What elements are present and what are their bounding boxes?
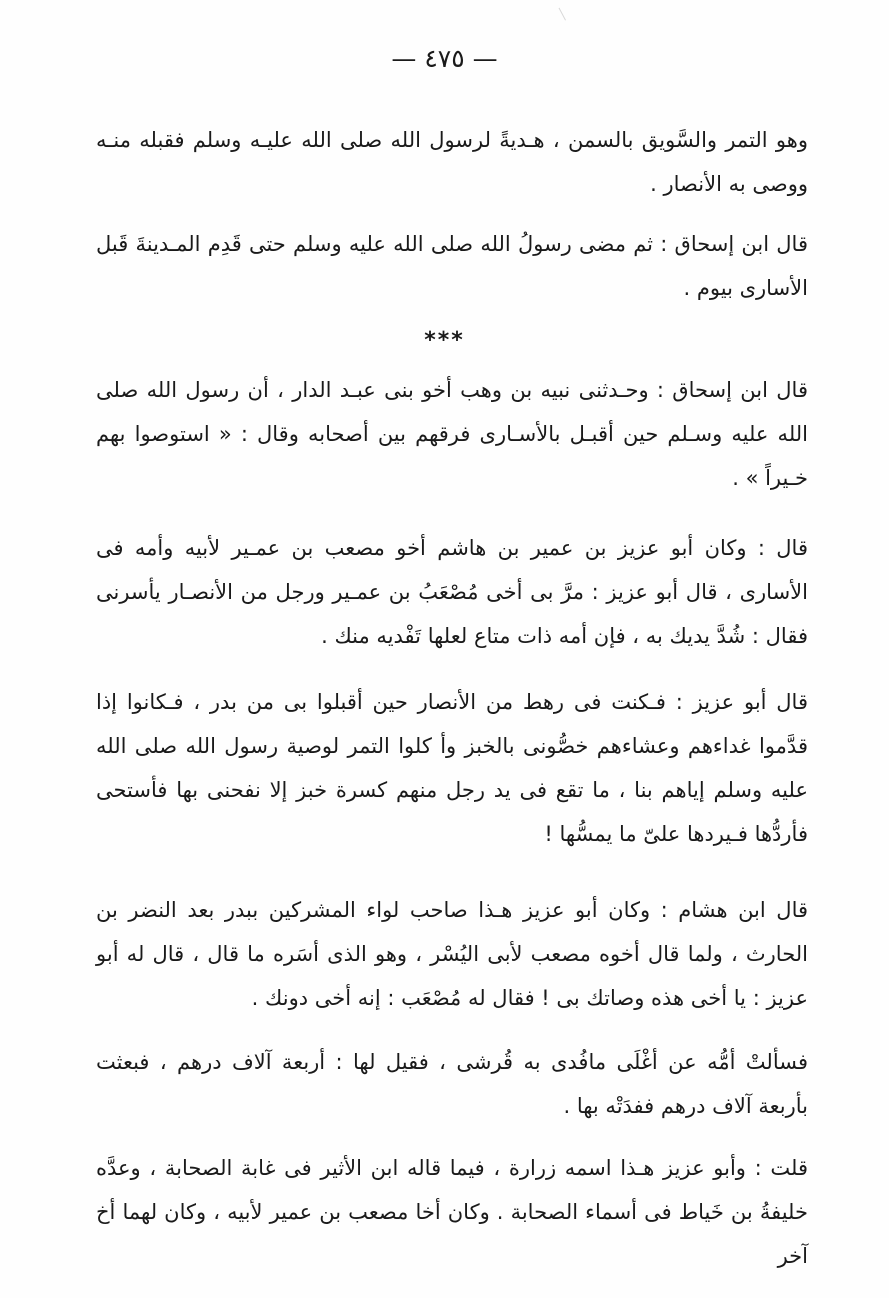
paragraph: قال : وكان أبو عزيز بن عمير بن هاشم أخو مصعب بن عمـير لأبيه وأمه فى الأسارى ، قال أبو عزيز : مرَّ بى أخى مُصْعَبُ بن عمـير ورجل من الأنصـار يأسرنى فقال : شُدَّ يديك به ، فإن أمه ذات متاع لعلها تَفْديه منك . (96, 536, 808, 648)
scan-artifact (559, 0, 593, 20)
page-number: — ٤٧٥ — (391, 44, 498, 73)
paragraph: فسألتْ أمُّه عن أغْلَى مافُدى به قُرشى ، فقيل لها : أربعة آلاف درهم ، فبعثت بأربعة آلاف درهم ففدَتْه بها . (96, 1050, 808, 1118)
paragraph: قال ابن إسحاق : ثم مضى رسولُ الله صلى الله عليه وسلم حتى قَدِم المـدينةَ قَبل الأسارى بيوم . (96, 232, 808, 300)
paragraph: وهو التمر والسَّويق بالسمن ، هـديةً لرسول الله صلى الله عليـه وسلم فقبله منـه ووصى به الأنصار . (96, 128, 808, 196)
paragraph: قال أبو عزيز : فـكنت فى رهط من الأنصار حين أقبلوا بى من بدر ، فـكانوا إذا قدَّموا غداءهم وعشاءهم خصُّونى بالخبز وأ كلوا التمر لوصية رسول الله صلى الله عليه وسلم إياهم بنا ، ما تقع فى يد رجل منهم كسرة خبز إلا نفحنى بها فأستحى فأردُّها فـيردها علىّ ما يمسُّها ! (96, 690, 808, 846)
paragraph: قلت : وأبو عزيز هـذا اسمه زرارة ، فيما قاله ابن الأثير فى غابة الصحابة ، وعدَّه خليفةُ بن خَياط فى أسماء الصحابة . وكان أخا مصعب بن عمير لأبيه ، وكان لهما أخ آخر (96, 1156, 808, 1268)
paragraph: قال ابن هشام : وكان أبو عزيز هـذا صاحب لواء المشركين ببدر بعد النضر بن الحارث ، ولما قال أخوه مصعب لأبى اليُسْر ، وهو الذى أسَره ما قال ، قال له أبو عزيز : يا أخى هذه وصاتك بى ! فقال له مُصْعَب : إنه أخى دونك . (96, 898, 808, 1010)
paragraph: قال ابن إسحاق : وحـدثنى نبيه بن وهب أخو بنى عبـد الدار ، أن رسول الله صلى الله عليه وسـلم حين أقبـل بالأسـارى فرقهم بين أصحابه وقال : « استوصوا بهم خـيراً » . (96, 378, 808, 490)
section-separator: *** (424, 328, 465, 353)
